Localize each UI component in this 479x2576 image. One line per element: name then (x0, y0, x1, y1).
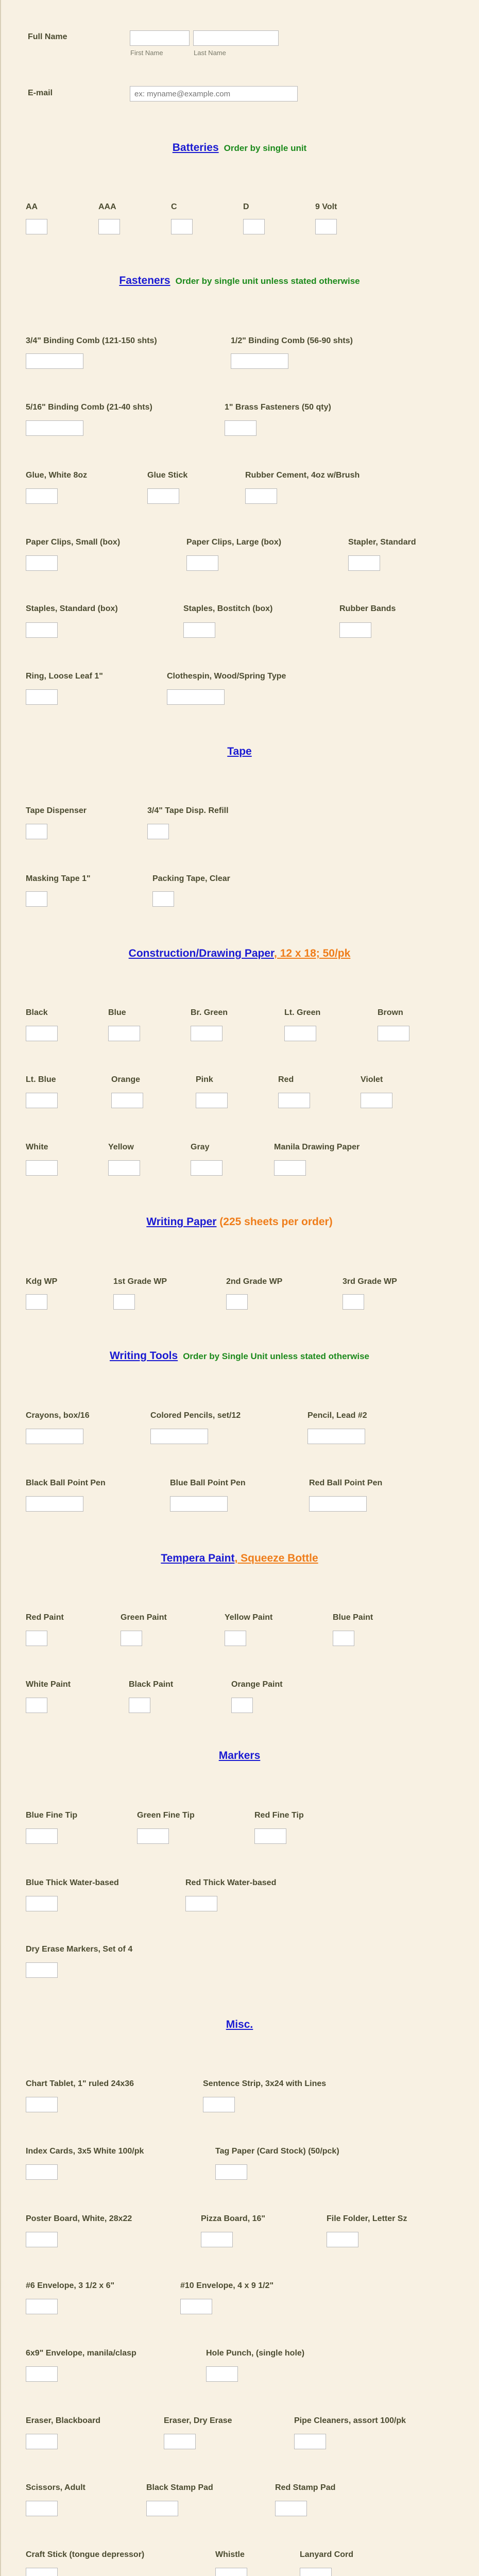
section-fasteners (0, 275, 479, 287)
item-label-eraser-dry-erase: Eraser, Dry Erase (164, 2416, 232, 2425)
section-title-writing-paper[interactable]: Writing Paper (146, 1216, 217, 1228)
item-label-pink-paper: Pink (196, 1075, 213, 1084)
item-label-lt-green-paper: Lt. Green (284, 1008, 321, 1017)
qty-input-blue-thick-marker[interactable] (26, 1896, 58, 1911)
last-name-sublabel: Last Name (194, 49, 226, 57)
item-label-hole-punch: Hole Punch, (single hole) (206, 2349, 305, 2358)
item-label-blue-thick-marker: Blue Thick Water-based (26, 1878, 119, 1887)
qty-input-packing-tape[interactable] (152, 891, 174, 907)
qty-input-red-fine-tip[interactable] (254, 1828, 286, 1844)
qty-input-d[interactable] (243, 219, 265, 234)
section-tape (0, 745, 479, 758)
qty-input-tag-paper[interactable] (215, 2164, 247, 2180)
item-label-yellow-paint: Yellow Paint (225, 1613, 273, 1622)
qty-input-file-folder[interactable] (327, 2232, 358, 2247)
qty-input-manila-paper[interactable] (274, 1160, 306, 1176)
item-label-packing-tape: Packing Tape, Clear (152, 874, 230, 883)
item-label-envelope-10: #10 Envelope, 4 x 9 1/2" (180, 2281, 274, 2290)
qty-input-9-volt[interactable] (315, 219, 337, 234)
qty-input-pink-paper[interactable] (196, 1093, 228, 1108)
item-label-glue-stick: Glue Stick (147, 471, 188, 480)
item-label-index-cards: Index Cards, 3x5 White 100/pk (26, 2147, 144, 2156)
item-label-black-paint: Black Paint (129, 1680, 174, 1689)
item-label-kdg-wp: Kdg WP (26, 1277, 58, 1286)
item-label-blue-paper: Blue (108, 1008, 126, 1017)
qty-input-glue-white[interactable] (26, 488, 58, 504)
item-label-gray-paper: Gray (191, 1143, 210, 1151)
item-label-9-volt: 9 Volt (315, 202, 337, 211)
qty-input-pipe-cleaners[interactable] (294, 2434, 326, 2449)
item-label-binding-comb-3-4: 3/4" Binding Comb (121-150 shts) (26, 336, 157, 345)
qty-input-rubber-cement[interactable] (245, 488, 277, 504)
item-label-whistle: Whistle (215, 2550, 245, 2559)
item-label-paper-clips-large: Paper Clips, Large (box) (186, 538, 282, 547)
section-note-tempera-paint: , Squeeze Bottle (234, 1552, 318, 1564)
qty-input-rubber-bands[interactable] (339, 622, 371, 638)
qty-input-3rd-grade-wp[interactable] (343, 1294, 364, 1310)
qty-input-kdg-wp[interactable] (26, 1294, 47, 1310)
item-label-scissors: Scissors, Adult (26, 2483, 85, 2492)
item-label-paper-clips-small: Paper Clips, Small (box) (26, 538, 121, 547)
section-writing-paper (0, 1216, 479, 1228)
section-misc (0, 2019, 479, 2031)
qty-input-blue-paint[interactable] (333, 1631, 354, 1646)
section-title-writing-tools[interactable]: Writing Tools (109, 1350, 178, 1362)
section-batteries (0, 142, 479, 154)
qty-input-black-paint[interactable] (129, 1698, 150, 1713)
section-title-construction-paper[interactable]: Construction/Drawing Paper (128, 947, 275, 959)
item-label-sentence-strip: Sentence Strip, 3x24 with Lines (203, 2079, 327, 2088)
item-label-crayons: Crayons, box/16 (26, 1411, 90, 1420)
qty-input-black-ball-point-pen[interactable] (26, 1496, 83, 1512)
qty-input-colored-pencils[interactable] (150, 1429, 208, 1444)
item-label-violet-paper: Violet (361, 1075, 383, 1084)
qty-input-hole-punch[interactable] (206, 2366, 238, 2382)
qty-input-clothespin[interactable] (167, 689, 225, 705)
item-label-orange-paper: Orange (111, 1075, 141, 1084)
item-label-envelope-6: #6 Envelope, 3 1/2 x 6" (26, 2281, 115, 2290)
item-label-black-paper: Black (26, 1008, 48, 1017)
qty-input-c[interactable] (171, 219, 193, 234)
qty-input-binding-comb-5-16[interactable] (26, 420, 83, 436)
item-label-clothespin: Clothespin, Wood/Spring Type (167, 672, 286, 681)
qty-input-blue-fine-tip[interactable] (26, 1828, 58, 1844)
qty-input-staples-bostitch[interactable] (183, 622, 215, 638)
qty-input-whistle[interactable] (215, 2568, 247, 2576)
item-label-pizza-board: Pizza Board, 16" (201, 2214, 265, 2223)
qty-input-black-paper[interactable] (26, 1026, 58, 1041)
qty-input-red-paint[interactable] (26, 1631, 47, 1646)
section-note-writing-paper: (225 sheets per order) (216, 1216, 333, 1228)
item-label-stapler: Stapler, Standard (348, 538, 416, 547)
qty-input-brown-paper[interactable] (378, 1026, 409, 1041)
item-label-masking-tape: Masking Tape 1" (26, 874, 91, 883)
item-label-pencil-lead: Pencil, Lead #2 (307, 1411, 367, 1420)
qty-input-yellow-paint[interactable] (225, 1631, 246, 1646)
section-construction-paper (0, 947, 479, 960)
item-label-poster-board: Poster Board, White, 28x22 (26, 2214, 132, 2223)
section-note-batteries: Order by single unit (224, 143, 307, 153)
qty-input-binding-comb-3-4[interactable] (26, 353, 83, 369)
item-label-envelope-manila: 6x9" Envelope, manila/clasp (26, 2349, 136, 2358)
item-label-2nd-grade-wp: 2nd Grade WP (226, 1277, 283, 1286)
item-label-white-paper: White (26, 1143, 48, 1151)
item-label-chart-tablet: Chart Tablet, 1" ruled 24x36 (26, 2079, 134, 2088)
qty-input-index-cards[interactable] (26, 2164, 58, 2180)
item-label-orange-paint: Orange Paint (231, 1680, 283, 1689)
item-label-tape-dispenser: Tape Dispenser (26, 806, 87, 815)
qty-input-blue-paper[interactable] (108, 1026, 140, 1041)
qty-input-dry-erase-markers[interactable] (26, 1962, 58, 1978)
qty-input-lt-blue-paper[interactable] (26, 1093, 58, 1108)
qty-input-pizza-board[interactable] (201, 2232, 233, 2247)
qty-input-envelope-manila[interactable] (26, 2366, 58, 2382)
qty-input-br-green-paper[interactable] (191, 1026, 223, 1041)
item-label-1st-grade-wp: 1st Grade WP (113, 1277, 167, 1286)
qty-input-chart-tablet[interactable] (26, 2097, 58, 2112)
item-label-craft-stick: Craft Stick (tongue depressor) (26, 2550, 145, 2559)
item-label-colored-pencils: Colored Pencils, set/12 (150, 1411, 241, 1420)
qty-input-aa[interactable] (26, 219, 47, 234)
qty-input-gray-paper[interactable] (191, 1160, 223, 1176)
item-label-blue-fine-tip: Blue Fine Tip (26, 1811, 78, 1820)
qty-input-red-ball-point-pen[interactable] (309, 1496, 367, 1512)
item-label-staples-standard: Staples, Standard (box) (26, 604, 118, 613)
qty-input-staples-standard[interactable] (26, 622, 58, 638)
item-label-pipe-cleaners: Pipe Cleaners, assort 100/pk (294, 2416, 406, 2425)
item-label-rubber-cement: Rubber Cement, 4oz w/Brush (245, 471, 360, 480)
item-label-brass-fasteners: 1" Brass Fasteners (50 qty) (225, 403, 331, 412)
first-name-sublabel: First Name (130, 49, 163, 57)
item-label-green-paint: Green Paint (121, 1613, 167, 1622)
item-label-d: D (243, 202, 249, 211)
qty-input-green-fine-tip[interactable] (137, 1828, 169, 1844)
qty-input-black-stamp-pad[interactable] (146, 2501, 178, 2516)
item-label-aaa: AAA (98, 202, 116, 211)
qty-input-poster-board[interactable] (26, 2232, 58, 2247)
section-note-writing-tools: Order by Single Unit unless stated otherwise (183, 1351, 370, 1361)
item-label-red-ball-point-pen: Red Ball Point Pen (309, 1479, 383, 1487)
item-label-eraser-blackboard: Eraser, Blackboard (26, 2416, 100, 2425)
item-label-binding-comb-5-16: 5/16" Binding Comb (21-40 shts) (26, 403, 152, 412)
item-label-blue-paint: Blue Paint (333, 1613, 373, 1622)
qty-input-aaa[interactable] (98, 219, 120, 234)
qty-input-paper-clips-small[interactable] (26, 555, 58, 571)
item-label-red-paint: Red Paint (26, 1613, 64, 1622)
item-label-c: C (171, 202, 177, 211)
qty-input-lt-green-paper[interactable] (284, 1026, 316, 1041)
qty-input-stapler[interactable] (348, 555, 380, 571)
item-label-red-thick-marker: Red Thick Water-based (185, 1878, 277, 1887)
item-label-brown-paper: Brown (378, 1008, 403, 1017)
qty-input-scissors[interactable] (26, 2501, 58, 2516)
qty-input-red-stamp-pad[interactable] (275, 2501, 307, 2516)
item-label-binding-comb-1-2: 1/2" Binding Comb (56-90 shts) (231, 336, 353, 345)
item-label-green-fine-tip: Green Fine Tip (137, 1811, 195, 1820)
item-label-file-folder: File Folder, Letter Sz (327, 2214, 407, 2223)
last-name-input[interactable] (193, 30, 279, 46)
item-label-red-paper: Red (278, 1075, 294, 1084)
qty-input-tape-dispenser[interactable] (26, 824, 47, 839)
item-label-rubber-bands: Rubber Bands (339, 604, 396, 613)
qty-input-paper-clips-large[interactable] (186, 555, 218, 571)
section-markers (0, 1750, 479, 1762)
qty-input-white-paint[interactable] (26, 1698, 47, 1713)
section-tempera-paint (0, 1552, 479, 1565)
section-note-fasteners: Order by single unit unless stated otherwise (175, 276, 360, 286)
qty-input-ring-loose-leaf[interactable] (26, 689, 58, 705)
item-label-staples-bostitch: Staples, Bostitch (box) (183, 604, 273, 613)
qty-input-eraser-blackboard[interactable] (26, 2434, 58, 2449)
item-label-lanyard-cord: Lanyard Cord (300, 2550, 354, 2559)
qty-input-binding-comb-1-2[interactable] (231, 353, 288, 369)
qty-input-2nd-grade-wp[interactable] (226, 1294, 248, 1310)
qty-input-pencil-lead[interactable] (307, 1429, 365, 1444)
full-name-label: Full Name (28, 32, 67, 41)
section-title-fasteners[interactable]: Fasteners (119, 275, 170, 286)
item-label-dry-erase-markers: Dry Erase Markers, Set of 4 (26, 1945, 133, 1954)
item-label-aa: AA (26, 202, 38, 211)
qty-input-red-paper[interactable] (278, 1093, 310, 1108)
qty-input-crayons[interactable] (26, 1429, 83, 1444)
qty-input-orange-paper[interactable] (111, 1093, 143, 1108)
item-label-blue-ball-point-pen: Blue Ball Point Pen (170, 1479, 246, 1487)
qty-input-yellow-paper[interactable] (108, 1160, 140, 1176)
qty-input-envelope-10[interactable] (180, 2299, 212, 2314)
item-label-3rd-grade-wp: 3rd Grade WP (343, 1277, 397, 1286)
item-label-lt-blue-paper: Lt. Blue (26, 1075, 56, 1084)
section-title-markers[interactable]: Markers (218, 1750, 261, 1761)
qty-input-masking-tape[interactable] (26, 891, 47, 907)
qty-input-white-paper[interactable] (26, 1160, 58, 1176)
item-label-ring-loose-leaf: Ring, Loose Leaf 1" (26, 672, 103, 681)
item-label-br-green-paper: Br. Green (191, 1008, 228, 1017)
item-label-white-paint: White Paint (26, 1680, 71, 1689)
qty-input-green-paint[interactable] (121, 1631, 142, 1646)
qty-input-glue-stick[interactable] (147, 488, 179, 504)
item-label-tag-paper: Tag Paper (Card Stock) (50/pck) (215, 2147, 339, 2156)
item-label-red-fine-tip: Red Fine Tip (254, 1811, 304, 1820)
qty-input-envelope-6[interactable] (26, 2299, 58, 2314)
item-label-manila-paper: Manila Drawing Paper (274, 1143, 360, 1151)
item-label-tape-refill: 3/4" Tape Disp. Refill (147, 806, 229, 815)
qty-input-violet-paper[interactable] (361, 1093, 392, 1108)
item-label-yellow-paper: Yellow (108, 1143, 134, 1151)
qty-input-orange-paint[interactable] (231, 1698, 253, 1713)
first-name-input[interactable] (130, 30, 190, 46)
section-writing-tools (0, 1350, 479, 1362)
section-title-tape[interactable]: Tape (227, 745, 252, 757)
section-title-tempera-paint[interactable]: Tempera Paint (161, 1552, 235, 1564)
email-label: E-mail (28, 89, 53, 97)
email-input[interactable] (130, 86, 298, 101)
qty-input-lanyard-cord[interactable] (300, 2568, 332, 2576)
qty-input-sentence-strip[interactable] (203, 2097, 235, 2112)
item-label-red-stamp-pad: Red Stamp Pad (275, 2483, 336, 2492)
qty-input-tape-refill[interactable] (147, 824, 169, 839)
section-title-batteries[interactable]: Batteries (172, 142, 219, 154)
item-label-black-stamp-pad: Black Stamp Pad (146, 2483, 213, 2492)
qty-input-eraser-dry-erase[interactable] (164, 2434, 196, 2449)
item-label-glue-white: Glue, White 8oz (26, 471, 88, 480)
qty-input-1st-grade-wp[interactable] (113, 1294, 135, 1310)
qty-input-red-thick-marker[interactable] (185, 1896, 217, 1911)
qty-input-blue-ball-point-pen[interactable] (170, 1496, 228, 1512)
section-note-construction-paper: , 12 x 18; 50/pk (274, 947, 351, 959)
section-title-misc[interactable]: Misc. (226, 2019, 253, 2030)
qty-input-brass-fasteners[interactable] (225, 420, 256, 436)
qty-input-craft-stick[interactable] (26, 2568, 58, 2576)
item-label-black-ball-point-pen: Black Ball Point Pen (26, 1479, 106, 1487)
